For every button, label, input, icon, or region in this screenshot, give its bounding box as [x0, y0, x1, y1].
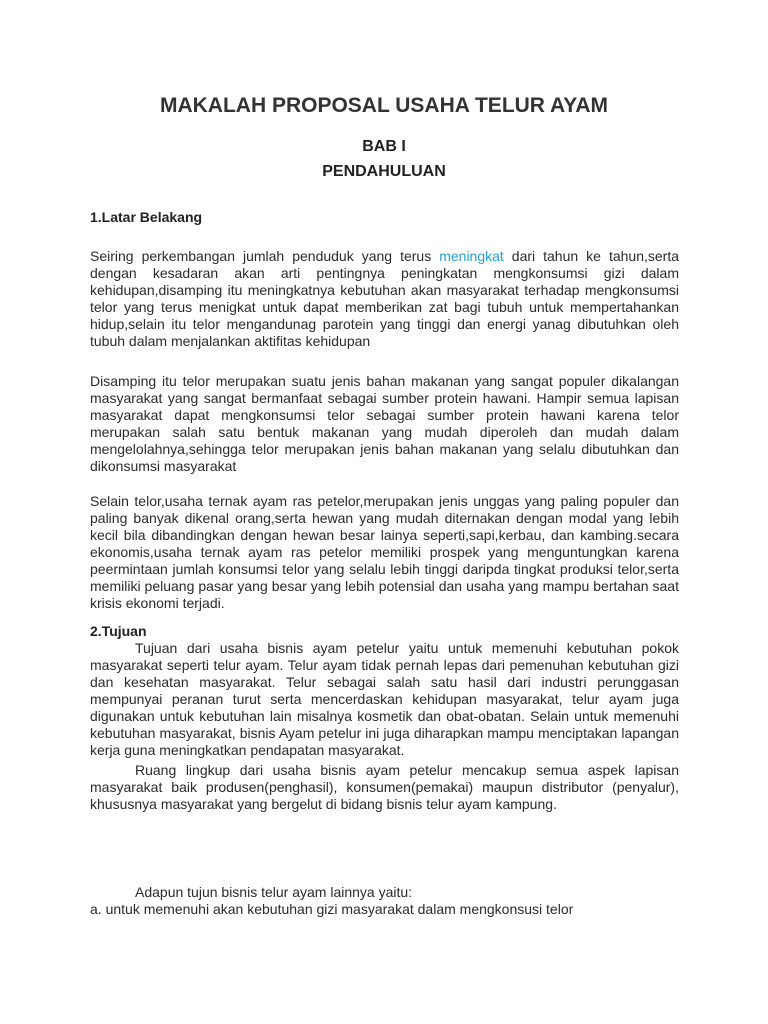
chapter-number: BAB I — [362, 138, 406, 155]
paragraph-tujuan-3: Adapun tujun bisnis telur ayam lainnya yaitu: — [135, 884, 413, 900]
paragraph-tujuan-2: Ruang lingkup dari usaha bisnis ayam petelur mencakup semua aspek lapisan masyarakat baik produsen(penghasil), konsumen(pemakai) maupun distributor (penyalur), khususnya masyarakat yang bergelut di bidang bisnis telur ayam kampung. — [90, 762, 679, 812]
paragraph-text: Seiring perkembangan jumlah penduduk yang terus — [90, 248, 440, 264]
paragraph-latar-belakang-1 — [90, 248, 679, 350]
section-heading-tujuan: 2.Tujuan — [90, 623, 147, 639]
document-title: MAKALAH PROPOSAL USAHA TELUR AYAM — [159, 94, 609, 117]
meningkat-link[interactable]: meningkat — [439, 248, 504, 264]
paragraph-latar-belakang-2: Disamping itu telor merupakan suatu jenis bahan makanan yang sangat populer dikalangan masyarakat yang sangat bermanfaat sebagai sumber protein hawani. Hampir semua lapisan masyarakat dapat mengkonsumsi telor sebagai sumber protein hawani karena telor merupakan salah satu bentuk makanan yang mudah diperoleh dan mudah dalam mengelolahnya,sehingga telor merupakan jenis bahan makanan yang selalu dibutuhkan dan dikonsumsi masyarakat — [90, 373, 679, 474]
paragraph-latar-belakang-3: Selain telor,usaha ternak ayam ras petelor,merupakan jenis unggas yang paling populer dan paling banyak dikenal orang,serta hewan yang mudah diternakan dengan modal yang lebih kecil bila dibandingkan dengan hewan besar lainya seperti,sapi,kerbau, dan kambing.secara ekonomis,usaha ternak ayam ras petelor memiliki prospek yang menguntungkan karena peermintaan jumlah konsumsi telor yang selalu lebih tinggi daripda tingkat produksi telor,serta memiliki peluang pasar yang besar yang lebih potensial dan usaha yang mampu bertahan saat krisis ekonomi terjadi. — [90, 493, 679, 611]
chapter-title: PENDAHULUAN — [322, 163, 446, 180]
paragraph-tujuan-1: Tujuan dari usaha bisnis ayam petelur yaitu untuk memenuhi kebutuhan pokok masyarakat seperti telur ayam. Telur ayam tidak pernah lepas dari pemenuhan kebutuhan gizi dan kesehatan masyarakat. Telur sebagai salah satu hasil dari industri perunggasan mempunyai peranan turut serta mencerdaskan kehidupan masyarakat, telur ayam juga digunakan untuk kebutuhan lain misalnya kosmetik dan obat-obatan. Selain untuk memenuhi kebutuhan masyarakat, bisnis Ayam petelur ini juga diharapkan mampu menciptakan lapangan kerja guna meningkatkan pendapatan masyarakat. — [90, 640, 679, 758]
list-item-a: a. untuk memenuhi akan kebutuhan gizi masyarakat dalam mengkonsusi telor — [90, 901, 574, 917]
section-heading-latar-belakang: 1.Latar Belakang — [90, 209, 203, 225]
paragraph-text: dari tahun ke tahun,serta dengan kesadaran akan arti pentingnya peningkatan mengkonsumsi gizi dalam kehidupan,disamping itu meningkatnya kebutuhan akan masyarakat terhadap mengkonsumsi telor yang terus menigkat untuk dapat memberikan zat bagi tubuh untuk mempertahankan hidup,selain itu telor mengandunag parotein yang tinggi dan energi yanag dibutuhkan oleh tubuh dalam menjalankan aktifitas kehidupan — [90, 248, 679, 349]
